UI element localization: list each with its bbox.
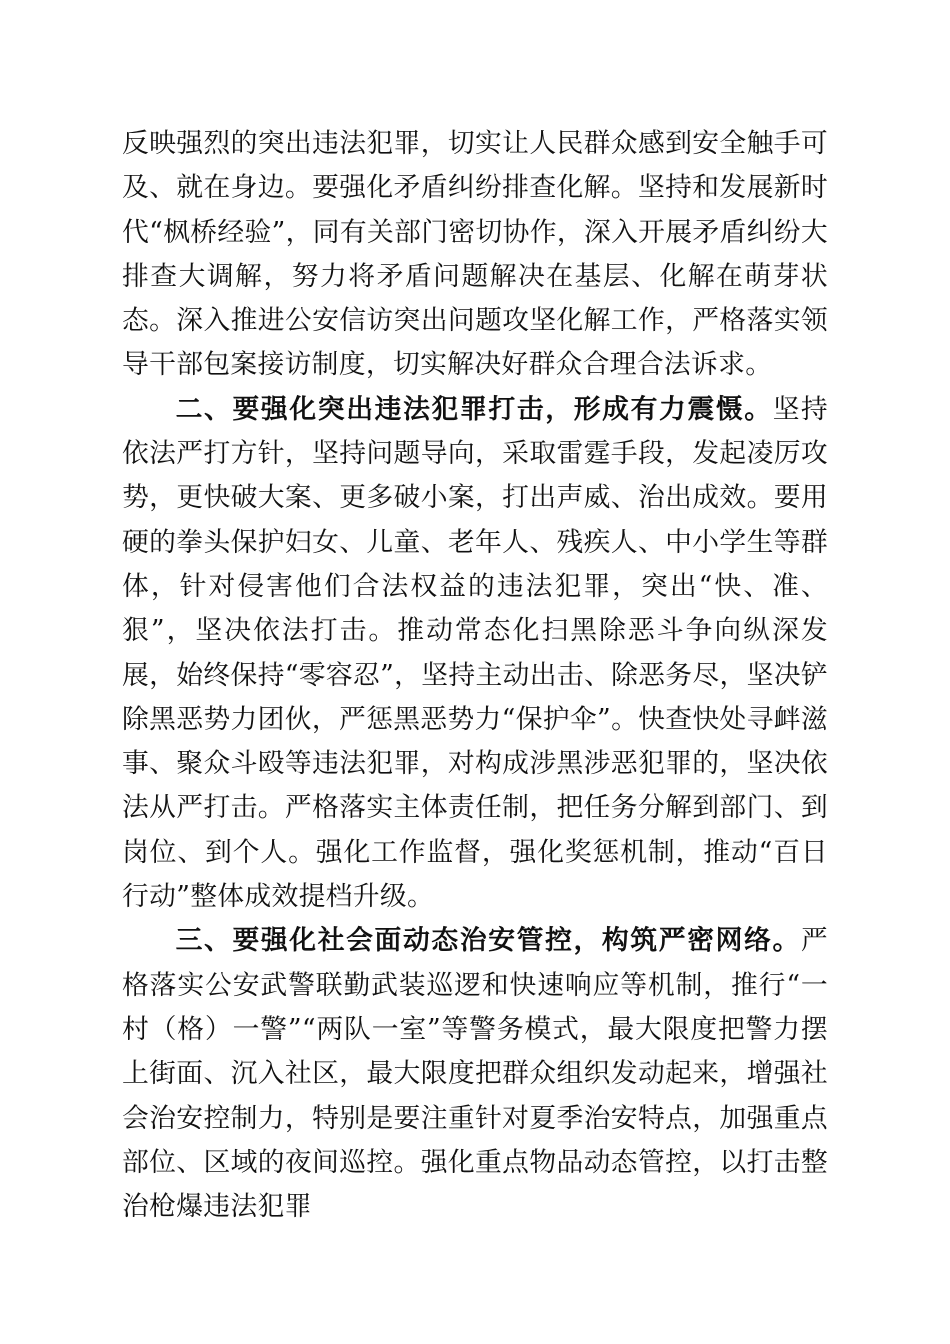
paragraph-2 [122, 388, 828, 920]
paragraph-1 [122, 122, 828, 388]
paragraph-3 [122, 919, 828, 1229]
paragraph-3-body: 严格落实公安武警联勤武装巡逻和快速响应等机制，推行“一村（格）一警”“两队一室”等警务模式，最大限度把警力摆上街面、沉入社区，最大限度把群众组织发动起来，增强社会治安控制力，特别是要注重针对夏季治安特点，加强重点部位、区域的夜间巡控。强化重点物品动态管控，以打击整治枪爆违法犯罪 [122, 925, 828, 1223]
paragraph-2-body: 坚持依法严打方针，坚持问题导向，采取雷霆手段，发起凌厉攻势，更快破大案、更多破小案，打出声威、治出成效。要用硬的拳头保护妇女、儿童、老年人、残疾人、中小学生等群体，针对侵害他们合法权益的违法犯罪，突出“快、准、狠”，坚决依法打击。推动常态化扫黑除恶斗争向纵深发展，始终保持“零容忍”，坚持主动出击、除恶务尽，坚决铲除黑恶势力团伙，严惩黑恶势力“保护伞”。快查快处寻衅滋事、聚众斗殴等违法犯罪，对构成涉黑涉恶犯罪的，坚决依法从严打击。严格落实主体责任制，把任务分解到部门、到岗位、到个人。强化工作监督，强化奖惩机制，推动“百日行动”整体成效提档升级。 [122, 393, 828, 913]
section-heading-2: 二、要强化突出违法犯罪打击，形成有力震慑。 [175, 393, 773, 425]
document-body [122, 122, 828, 1229]
paragraph-1-body: 反映强烈的突出违法犯罪，切实让人民群众感到安全触手可及、就在身边。要强化矛盾纠纷排查化解。坚持和发展新时代“枫桥经验”，同有关部门密切协作，深入开展矛盾纠纷大排查大调解，努力将矛盾问题解决在基层、化解在萌芽状态。深入推进公安信访突出问题攻坚化解工作，严格落实领导干部包案接访制度，切实解决好群众合理合法诉求。 [122, 128, 828, 381]
section-heading-3: 三、要强化社会面动态治安管控，构筑严密网络。 [175, 925, 801, 957]
